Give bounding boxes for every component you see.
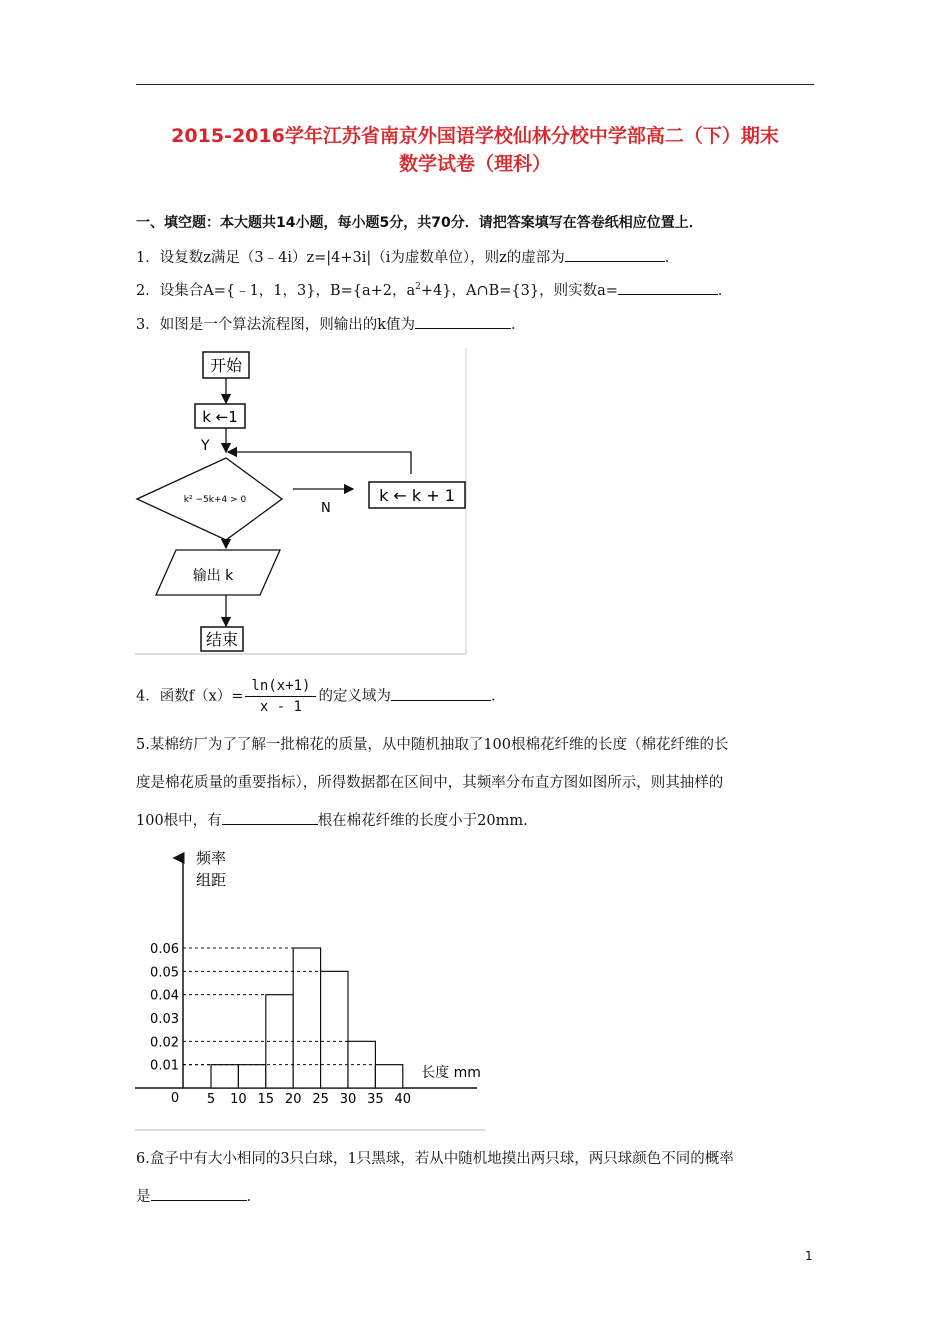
superscript-2: 2 (415, 282, 421, 293)
question-6-line2-pre: 是 (136, 1189, 151, 1205)
y-tick-label: 0.02 (150, 1035, 179, 1051)
x-tick-label: 25 (312, 1092, 329, 1107)
x-tick-label: 40 (394, 1092, 412, 1107)
header-rule (136, 84, 814, 85)
question-1-end: ． (664, 250, 680, 266)
x-tick-label: 10 (230, 1092, 247, 1107)
question-5-line1: 5.某棉纺厂为了了解一批棉花的质量，从中随机抽取了100根棉花纤维的长度（棉花纤维的长 (136, 737, 729, 753)
question-2-text-pre: 2．设集合A={﹣1，1，3}，B={a+2，a (136, 283, 416, 299)
answer-blank-4[interactable] (391, 686, 491, 701)
flow-start-label: 开始 (209, 356, 243, 375)
y-axis-label-top: 频率 (195, 849, 227, 867)
question-6-end: ． (246, 1189, 261, 1205)
flow-init-label: k ←1 (202, 408, 238, 426)
histogram-bar (321, 971, 348, 1088)
answer-blank-3[interactable] (415, 314, 511, 329)
y-tick-label: 0.04 (150, 988, 179, 1004)
answer-blank-6[interactable] (151, 1186, 247, 1201)
x-axis-label: 长度 mm (421, 1065, 481, 1081)
histogram-chart (135, 840, 487, 1132)
flow-output-label: 输出 k (192, 568, 234, 584)
document-title-line1: 2015-2016学年江苏省南京外国语学校仙林分校中学部高二（下）期末 (171, 125, 779, 147)
answer-blank-1[interactable] (565, 247, 665, 262)
x-tick-label: 15 (257, 1092, 275, 1107)
flow-condition-label: k² −5k+4 > 0 (183, 495, 247, 505)
histogram-bar (238, 1065, 265, 1088)
fraction-numerator: ln(x+1) (245, 676, 316, 697)
y-tick-label: 0.03 (150, 1012, 179, 1028)
question-5-line3-post: 根在棉花纤维的长度小于20mm. (317, 813, 528, 829)
question-2 (136, 279, 732, 300)
answer-blank-5[interactable] (222, 810, 318, 825)
x-tick-label: 35 (367, 1092, 384, 1107)
question-5-line2: 度是棉花质量的重要指标），所得数据都在区间中，其频率分布直方图如图所示，则其抽样的 (136, 775, 724, 791)
question-2-text-post: +4}，A∩B={3}，则实数a= (420, 283, 618, 299)
flow-update-label: k ← k + 1 (379, 486, 455, 505)
question-6-line2 (136, 1178, 816, 1216)
question-5 (136, 726, 816, 840)
question-4-text-pre: 4．函数f（x）= (136, 688, 244, 705)
question-1 (136, 246, 679, 267)
question-5-line3 (136, 802, 816, 840)
flow-yes-label: Y (201, 438, 210, 454)
histogram-bar (211, 1065, 238, 1088)
question-3-text: 3．如图是一个算法流程图，则输出的k值为 (136, 317, 416, 333)
flow-end-label: 结束 (205, 630, 239, 649)
histogram-bar (293, 948, 320, 1088)
origin-label: 0 (170, 1091, 180, 1106)
question-4 (136, 676, 505, 717)
question-2-end: ． (717, 283, 733, 299)
histogram-bar (375, 1065, 402, 1088)
x-tick-label: 30 (339, 1092, 357, 1107)
question-4-end: ． (490, 688, 506, 705)
question-4-text-post: 的定义域为 (318, 688, 391, 705)
answer-blank-2[interactable] (618, 280, 718, 295)
fraction (245, 676, 316, 717)
flowchart-figure (135, 348, 470, 656)
question-6 (136, 1140, 816, 1216)
fraction-denominator: x - 1 (259, 699, 302, 715)
question-3-end: ． (511, 317, 526, 333)
question-1-text: 1．设复数z满足（3﹣4i）z=|4+3i|（i为虚数单位），则z的虚部为 (136, 250, 565, 266)
y-tick-label: 0.06 (150, 942, 179, 958)
question-6-line1: 6.盒子中有大小相同的3只白球，1只黑球，若从中随机地摸出两只球，两只球颜色不同的概率 (136, 1151, 734, 1167)
y-tick-label: 0.01 (150, 1058, 179, 1074)
document-title-line2: 数学试卷（理科） (398, 153, 551, 175)
flow-no-label: N (321, 501, 331, 516)
section-heading: 一、填空题：本大题共14小题，每小题5分，共70分．请把答案填写在答卷纸相应位置上． (136, 215, 703, 231)
y-axis-label-bottom: 组距 (195, 871, 227, 889)
question-3 (136, 313, 526, 334)
x-tick-label: 20 (284, 1092, 302, 1107)
page-number: 1 (805, 1249, 813, 1263)
x-tick-label: 5 (206, 1092, 216, 1107)
question-5-line3-pre: 100根中，有 (136, 813, 222, 829)
y-tick-label: 0.05 (150, 965, 179, 981)
